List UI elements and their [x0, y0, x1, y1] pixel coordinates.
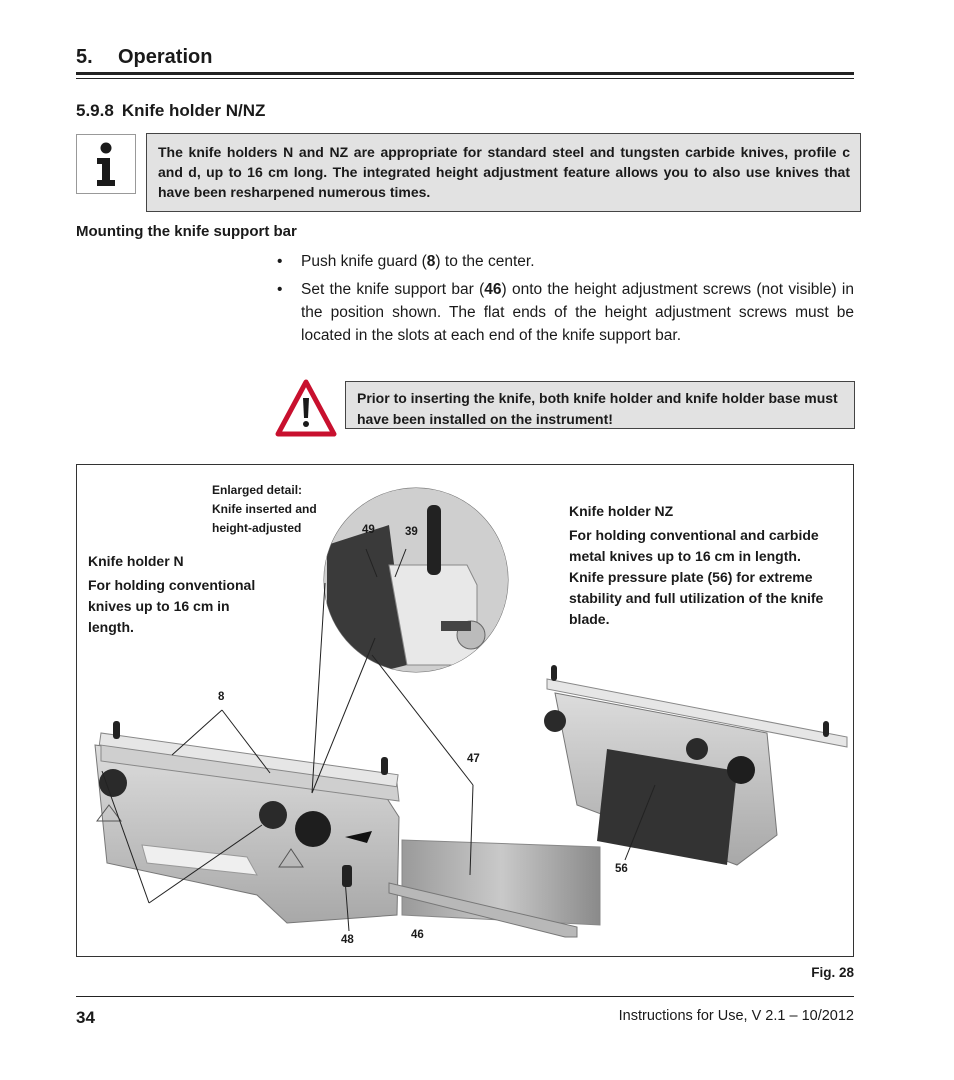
info-icon: [76, 134, 136, 194]
footer-rule: [76, 996, 854, 997]
document-version: Instructions for Use, V 2.1 – 10/2012: [618, 1008, 854, 1024]
warning-note: Prior to inserting the knife, both knife holder and knife holder base must have been installed on the instrument!: [345, 381, 855, 429]
list-item: • Push knife guard (8) to the center.: [277, 253, 535, 270]
enlarged-detail: [317, 485, 517, 685]
holder-n-title: Knife holder N: [88, 553, 184, 569]
section-title: Knife holder N/NZ: [121, 101, 266, 120]
callout-47: 47: [467, 753, 480, 765]
page-number: 34: [76, 1008, 95, 1027]
chapter-heading: [76, 46, 212, 69]
callout-39: 39: [405, 526, 418, 538]
callout-8: 8: [218, 691, 225, 703]
knife-holder-n: [95, 721, 399, 923]
holder-n-description: For holding conventional knives up to 16 cm in length.: [88, 577, 256, 635]
warning-triangle-icon: [275, 379, 337, 437]
callout-49: 49: [362, 524, 375, 536]
chapter-number: 5.: [76, 46, 93, 68]
part-ref: 8: [426, 253, 436, 270]
instruction-list: [275, 250, 854, 352]
holder-nz-title: Knife holder NZ: [569, 503, 674, 519]
detail-caption: Enlarged detail: Knife inserted and height-adjusted: [212, 483, 317, 535]
section-number: 5.9.8: [76, 101, 114, 120]
figure-28: [76, 464, 854, 957]
list-item: • Set the knife support bar (46) onto the height adjustment screws (not visible) in the position shown. The flat ends of the height adjustment screws must be located in the slots at each end of the knife support bar.: [277, 281, 854, 344]
chapter-title: Operation: [118, 46, 213, 68]
callout-46: 46: [411, 929, 424, 941]
info-note: The knife holders N and NZ are appropriate for standard steel and tungsten carbide knives, profile c and d, up to 16 cm long. The integrated height adjustment feature allows you to also use knives that have been resharpened numerous times.: [146, 133, 861, 212]
holder-nz-description: For holding conventional and carbide metal knives up to 16 cm in length. Knife pressure plate (56) for extreme stability and full utilization of the knife blade.: [569, 527, 824, 627]
part-ref: 46: [484, 281, 502, 298]
knife-holder-nz: [544, 665, 847, 865]
header-rule-thin: [76, 78, 854, 79]
header-rule: [76, 72, 854, 75]
callout-56: 56: [615, 863, 628, 875]
figure-caption: Fig. 28: [811, 965, 854, 980]
section-heading: [76, 101, 265, 121]
subheading: Mounting the knife support bar: [76, 223, 297, 240]
callout-48: 48: [341, 934, 354, 946]
